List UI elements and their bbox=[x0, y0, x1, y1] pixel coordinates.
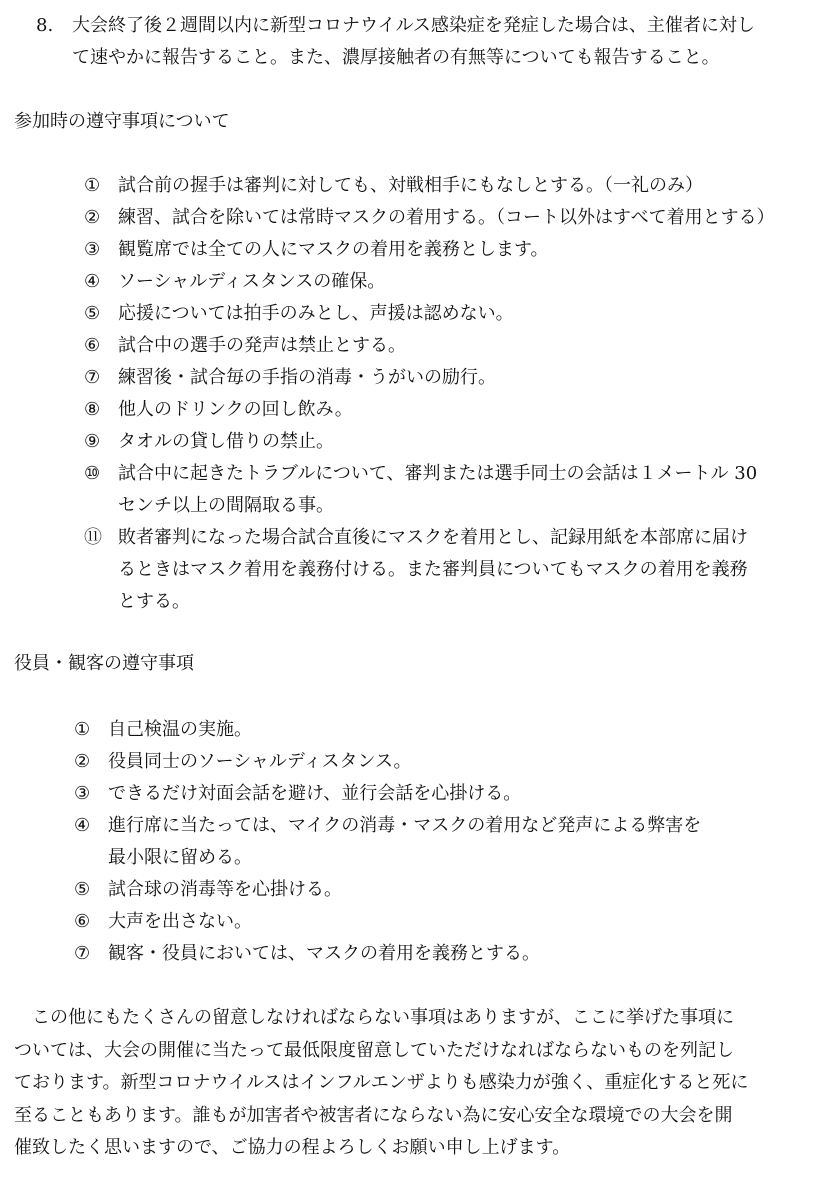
section2-item-text: できるだけ対面会話を避け、並行会話を心掛ける。 bbox=[108, 783, 522, 804]
section2-item-mark: ⑤ bbox=[74, 879, 91, 900]
closing-line: ついては、大会の開催に当たって最低限度留意していただけなればならないものを列記し bbox=[14, 1039, 734, 1061]
section1-item-text: 敗者審判になった場合試合直後にマスクを着用とし、記録用紙を本部席に届け bbox=[118, 527, 748, 548]
section2-item-text: 観客・役員においては、マスクの着用を義務とする。 bbox=[108, 943, 540, 964]
section1-heading: 参加時の遵守事項について bbox=[14, 111, 230, 132]
closing-line: 催致したく思いますので、ご協力の程よろしくお願い申し上げます。 bbox=[14, 1137, 571, 1158]
section1-item-mark: ③ bbox=[84, 239, 101, 260]
section1-item-text: とする。 bbox=[118, 591, 190, 612]
closing-paragraph bbox=[14, 1002, 820, 1165]
section1-item-mark: ⑤ bbox=[84, 303, 101, 324]
section2-item-text: 自己検温の実施。 bbox=[108, 719, 252, 740]
section1-item-text: タオルの貸し借りの禁止。 bbox=[118, 431, 334, 452]
section2-item-mark: ⑥ bbox=[74, 911, 91, 932]
section1-item-text: 練習後・試合毎の手指の消毒・うがいの励行。 bbox=[118, 367, 496, 388]
section2-heading: 役員・観客の遵守事項 bbox=[14, 653, 194, 674]
section1-item-mark: ④ bbox=[84, 271, 101, 292]
section2-item-mark: ⑦ bbox=[74, 943, 91, 964]
section1-item-mark: ⑦ bbox=[84, 367, 101, 388]
section1-item-text: 他人のドリンクの回し飲み。 bbox=[118, 399, 353, 420]
intro-item-line1: 大会終了後２週間以内に新型コロナウイルス感染症を発症した場合は、主催者に対し bbox=[72, 15, 755, 36]
section1-item-mark: ② bbox=[84, 207, 101, 228]
section2-item-mark: ④ bbox=[74, 815, 91, 836]
section2-item-mark: ① bbox=[74, 719, 91, 740]
closing-line: この他にもたくさんの留意しなければならない事項はありますが、ここに挙げた事項に bbox=[14, 1007, 734, 1028]
section1-item-text: 試合前の握手は審判に対しても、対戦相手にもなしとする。（一礼のみ） bbox=[118, 175, 703, 196]
section1-item-text: 試合中に起きたトラブルについて、審判または選手同士の会話は１メートル 30 bbox=[118, 463, 758, 484]
section1-item-mark: ⑪ bbox=[84, 527, 102, 548]
section2-item-mark: ③ bbox=[74, 783, 91, 804]
section1-item-text: センチ以上の間隔取る事。 bbox=[118, 495, 334, 516]
intro-item-line2: て速やかに報告すること。また、濃厚接触者の有無等についても報告すること。 bbox=[72, 47, 720, 68]
section1-item-mark: ① bbox=[84, 175, 101, 196]
section2-item-text: 役員同士のソーシャルディスタンス。 bbox=[108, 751, 412, 772]
section2-item-mark: ② bbox=[74, 751, 91, 772]
section1-item-mark: ⑨ bbox=[84, 431, 101, 452]
section1-item-mark: ⑧ bbox=[84, 399, 101, 420]
section2-item-text: 最小限に留める。 bbox=[108, 847, 252, 868]
section1-item-text: 試合中の選手の発声は禁止とする。 bbox=[118, 335, 406, 356]
section2-item-text: 進行席に当たっては、マイクの消毒・マスクの着用など発声による弊害を bbox=[108, 815, 702, 836]
intro-item-number: 8. bbox=[36, 15, 54, 36]
section2-item-text: 大声を出さない。 bbox=[108, 911, 252, 932]
section1-item-text: 観覧席では全ての人にマスクの着用を義務とします。 bbox=[118, 239, 549, 260]
section2-item-text: 試合球の消毒等を心掛ける。 bbox=[108, 879, 342, 900]
section1-item-text: 練習、試合を除いては常時マスクの着用する。（コート以外はすべて着用とする） bbox=[118, 207, 775, 228]
closing-line: ております。新型コロナウイルスはインフルエンザよりも感染力が強く、重症化すると死に bbox=[14, 1072, 749, 1093]
closing-line: 至ることもあります。誰もが加害者や被害者にならない為に安心安全な環境での大会を開 bbox=[14, 1104, 733, 1126]
section1-item-text: るときはマスク着用を義務付ける。また審判員についてもマスクの着用を義務 bbox=[118, 559, 748, 580]
section1-item-mark: ⑩ bbox=[84, 463, 101, 484]
section1-item-text: 応援については拍手のみとし、声援は認めない。 bbox=[118, 303, 514, 324]
section1-item-text: ソーシャルディスタンスの確保。 bbox=[118, 271, 386, 292]
section1-item-mark: ⑥ bbox=[84, 335, 101, 356]
